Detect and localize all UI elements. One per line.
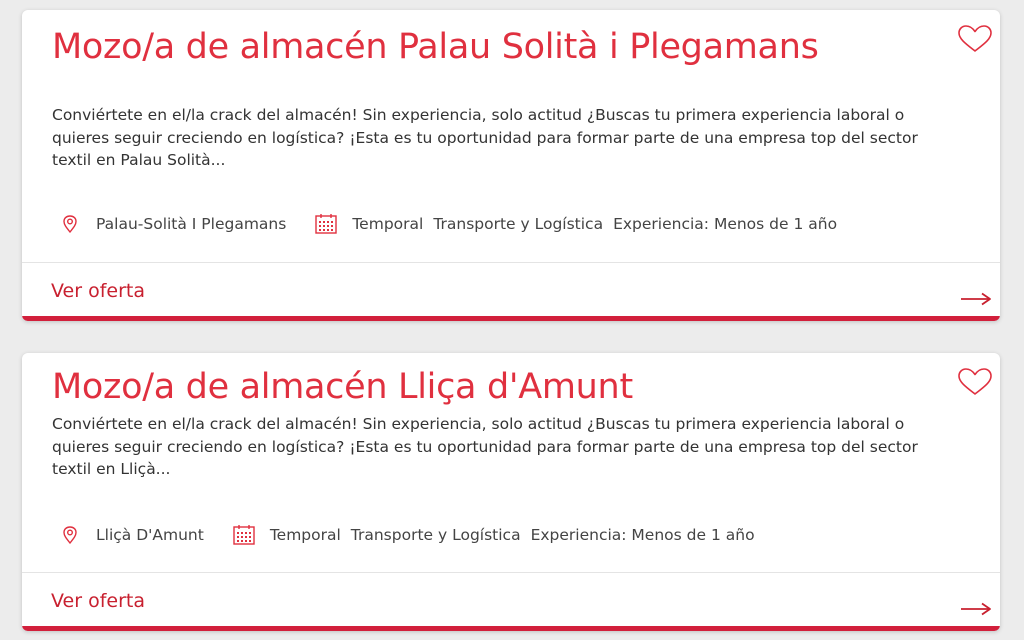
job-description: Conviértete en el/la crack del almacén! Sin experiencia, solo actitud ¿Buscas tu primera experiencia laboral o quieres seguir creciendo en logística? ¡Esta es tu oportunidad para formar parte de una empresa top del sector textil en Palau Solità... <box>52 106 918 169</box>
job-experience: Experiencia: Menos de 1 año <box>530 526 755 544</box>
arrow-right-icon[interactable] <box>960 292 992 306</box>
heart-outline-icon[interactable] <box>956 367 994 397</box>
job-contract: Temporal <box>269 526 341 544</box>
job-meta <box>60 524 970 546</box>
job-experience: Experiencia: Menos de 1 año <box>613 215 838 233</box>
view-offer-link[interactable]: Ver oferta <box>51 590 145 612</box>
view-offer-link[interactable]: Ver oferta <box>51 280 145 302</box>
job-meta <box>60 213 970 235</box>
calendar-icon <box>232 524 256 546</box>
job-title[interactable]: Mozo/a de almacén Lliça d'Amunt <box>52 367 633 407</box>
job-sector: Transporte y Logística <box>433 215 604 233</box>
job-location: Lliçà D'Amunt <box>96 526 204 544</box>
job-card <box>22 10 1000 321</box>
job-location: Palau-Solità I Plegamans <box>96 215 287 233</box>
job-contract: Temporal <box>352 215 424 233</box>
divider <box>22 262 1000 263</box>
heart-outline-icon[interactable] <box>956 24 994 54</box>
job-sector: Transporte y Logística <box>350 526 521 544</box>
arrow-right-icon[interactable] <box>960 602 992 616</box>
calendar-icon <box>314 213 338 235</box>
divider <box>22 572 1000 573</box>
job-description: Conviértete en el/la crack del almacén! Sin experiencia, solo actitud ¿Buscas tu primera experiencia laboral o quieres seguir creciendo en logística? ¡Esta es tu oportunidad para formar parte de una empresa top del sector textil en Lliçà... <box>52 415 918 478</box>
map-pin-icon <box>60 525 80 545</box>
map-pin-icon <box>60 214 80 234</box>
job-card <box>22 353 1000 631</box>
job-title[interactable]: Mozo/a de almacén Palau Solità i Plegamans <box>52 27 819 67</box>
